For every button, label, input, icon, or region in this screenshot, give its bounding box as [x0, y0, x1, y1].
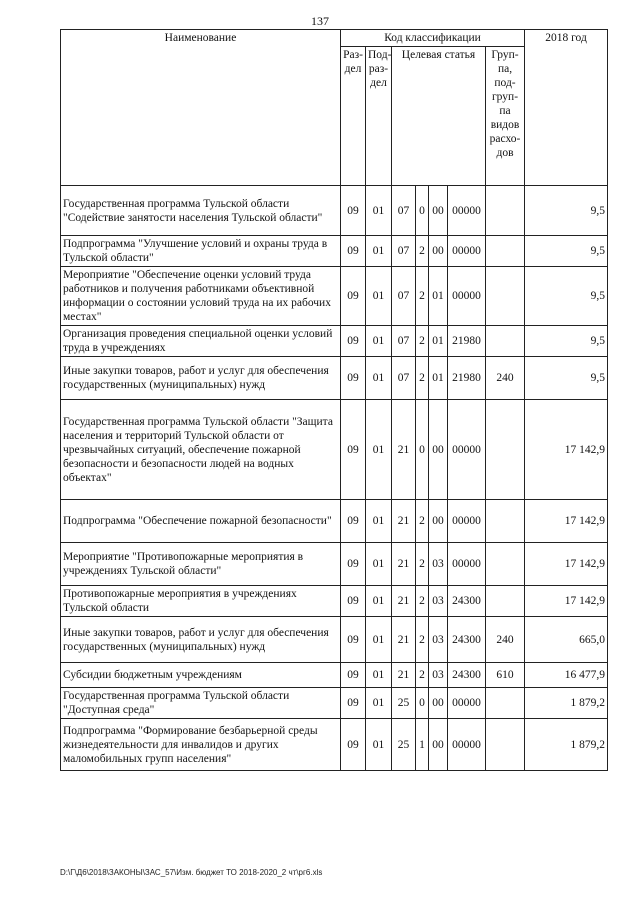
row-code-pr: 01 [366, 543, 392, 586]
row-name: Субсидии бюджетным учреждениям [61, 663, 341, 688]
table-row [61, 236, 608, 267]
row-code-pr: 01 [366, 719, 392, 771]
row-name: Подпрограмма "Формирование безбарьерной среды жизнедеятельности для инвалидов и других маломобильных групп населения" [61, 719, 341, 771]
table-row [61, 663, 608, 688]
table-row [61, 688, 608, 719]
header-classification: Код классификации [341, 30, 525, 47]
row-code-t2: 2 [416, 500, 429, 543]
row-code-vr: 610 [486, 663, 525, 688]
row-code-pr: 01 [366, 236, 392, 267]
header-section: Раз-дел [341, 47, 366, 186]
row-code-rz: 09 [341, 236, 366, 267]
row-code-vr [486, 400, 525, 500]
row-code-vr [486, 586, 525, 617]
row-amount: 16 477,9 [525, 663, 608, 688]
row-code-t2: 2 [416, 326, 429, 357]
row-code-t4: 21980 [448, 357, 486, 400]
row-name: Государственная программа Тульской области "Содействие занятости населения Тульской области" [61, 186, 341, 236]
row-code-t4: 00000 [448, 236, 486, 267]
row-code-t1: 21 [392, 400, 416, 500]
file-path-footer: D:\Г\Д6\2018\ЗАКОНЫ\ЗАС_57\Изм. бюджет ТО 2018-2020_2 чт\рг6.xls [60, 868, 323, 877]
row-code-t1: 07 [392, 326, 416, 357]
row-code-vr [486, 688, 525, 719]
row-code-rz: 09 [341, 688, 366, 719]
row-code-t4: 00000 [448, 500, 486, 543]
row-code-rz: 09 [341, 400, 366, 500]
row-code-t4: 00000 [448, 267, 486, 326]
table-row [61, 719, 608, 771]
row-code-t1: 07 [392, 267, 416, 326]
row-code-t3: 03 [429, 586, 448, 617]
row-code-t2: 2 [416, 236, 429, 267]
row-code-t4: 24300 [448, 617, 486, 663]
page-number: 137 [311, 14, 329, 28]
row-code-rz: 09 [341, 617, 366, 663]
row-amount: 9,5 [525, 186, 608, 236]
row-code-t1: 21 [392, 663, 416, 688]
row-code-t3: 03 [429, 617, 448, 663]
row-code-t3: 00 [429, 688, 448, 719]
row-name: Государственная программа Тульской области "Доступная среда" [61, 688, 341, 719]
row-amount: 17 142,9 [525, 543, 608, 586]
header-subsection: Под-раз-дел [366, 47, 392, 186]
row-code-rz: 09 [341, 586, 366, 617]
row-code-vr [486, 236, 525, 267]
table-row [61, 186, 608, 236]
row-code-pr: 01 [366, 500, 392, 543]
row-code-t2: 2 [416, 586, 429, 617]
row-amount: 17 142,9 [525, 586, 608, 617]
row-amount: 9,5 [525, 357, 608, 400]
row-code-pr: 01 [366, 663, 392, 688]
row-amount: 1 879,2 [525, 688, 608, 719]
row-name: Подпрограмма "Улучшение условий и охраны труда в Тульской области" [61, 236, 341, 267]
row-code-t1: 07 [392, 186, 416, 236]
row-code-t3: 00 [429, 500, 448, 543]
row-code-t3: 03 [429, 663, 448, 688]
row-code-t3: 00 [429, 719, 448, 771]
row-name: Мероприятие "Обеспечение оценки условий труда работников и получения работниками объективной информации о состоянии условий труда на их рабочих местах" [61, 267, 341, 326]
row-code-t1: 07 [392, 236, 416, 267]
row-code-rz: 09 [341, 719, 366, 771]
row-code-t3: 03 [429, 543, 448, 586]
row-code-t3: 00 [429, 236, 448, 267]
row-name: Противопожарные мероприятия в учреждениях Тульской области [61, 586, 341, 617]
row-amount: 665,0 [525, 617, 608, 663]
table-row [61, 617, 608, 663]
row-code-pr: 01 [366, 186, 392, 236]
row-amount: 1 879,2 [525, 719, 608, 771]
row-name: Организация проведения специальной оценки условий труда в учреждениях [61, 326, 341, 357]
row-code-vr [486, 186, 525, 236]
row-amount: 17 142,9 [525, 400, 608, 500]
row-code-rz: 09 [341, 357, 366, 400]
row-code-rz: 09 [341, 186, 366, 236]
row-code-t1: 21 [392, 543, 416, 586]
row-code-t4: 00000 [448, 400, 486, 500]
header-year: 2018 год [525, 30, 608, 186]
row-code-pr: 01 [366, 267, 392, 326]
row-code-t1: 25 [392, 688, 416, 719]
row-code-t3: 00 [429, 186, 448, 236]
row-code-vr: 240 [486, 617, 525, 663]
row-code-t2: 0 [416, 186, 429, 236]
row-code-t2: 2 [416, 617, 429, 663]
row-amount: 9,5 [525, 326, 608, 357]
table-row [61, 326, 608, 357]
row-code-t1: 07 [392, 357, 416, 400]
row-name: Иные закупки товаров, работ и услуг для обеспечения государственных (муниципальных) нужд [61, 617, 341, 663]
row-code-t2: 2 [416, 543, 429, 586]
row-code-t2: 0 [416, 400, 429, 500]
row-amount: 9,5 [525, 267, 608, 326]
table-row [61, 500, 608, 543]
row-amount: 9,5 [525, 236, 608, 267]
row-code-rz: 09 [341, 663, 366, 688]
row-code-t1: 25 [392, 719, 416, 771]
row-code-t3: 00 [429, 400, 448, 500]
row-code-vr [486, 500, 525, 543]
row-code-t3: 01 [429, 326, 448, 357]
table-row [61, 267, 608, 326]
row-code-pr: 01 [366, 586, 392, 617]
table-row [61, 586, 608, 617]
row-code-vr [486, 543, 525, 586]
row-name: Государственная программа Тульской области "Защита населения и территорий Тульской области от чрезвычайных ситуаций, обеспечение пожарной безопасности и безопасности людей на водных объектах" [61, 400, 341, 500]
row-code-pr: 01 [366, 688, 392, 719]
row-code-t4: 00000 [448, 688, 486, 719]
row-code-t2: 2 [416, 267, 429, 326]
header-group: Груп-па, под-груп-па видов расхо-дов [486, 47, 525, 186]
row-name: Подпрограмма "Обеспечение пожарной безопасности" [61, 500, 341, 543]
table-row [61, 400, 608, 500]
row-code-pr: 01 [366, 400, 392, 500]
row-name: Иные закупки товаров, работ и услуг для обеспечения государственных (муниципальных) нужд [61, 357, 341, 400]
row-code-pr: 01 [366, 357, 392, 400]
header-name: Наименование [61, 30, 341, 186]
header-target: Целевая статья [392, 47, 486, 186]
row-code-t4: 21980 [448, 326, 486, 357]
table-row [61, 543, 608, 586]
row-code-t1: 21 [392, 617, 416, 663]
row-code-pr: 01 [366, 617, 392, 663]
row-code-vr: 240 [486, 357, 525, 400]
table-row [61, 357, 608, 400]
row-code-vr [486, 719, 525, 771]
row-code-t1: 21 [392, 500, 416, 543]
row-code-t2: 1 [416, 719, 429, 771]
row-code-rz: 09 [341, 543, 366, 586]
row-code-t4: 24300 [448, 663, 486, 688]
row-code-rz: 09 [341, 267, 366, 326]
row-code-rz: 09 [341, 500, 366, 543]
row-code-t2: 0 [416, 688, 429, 719]
row-code-t1: 21 [392, 586, 416, 617]
budget-table [60, 29, 608, 771]
row-code-t3: 01 [429, 357, 448, 400]
row-code-t3: 01 [429, 267, 448, 326]
row-code-pr: 01 [366, 326, 392, 357]
row-code-t4: 00000 [448, 186, 486, 236]
row-code-t4: 00000 [448, 543, 486, 586]
row-code-t4: 00000 [448, 719, 486, 771]
row-code-vr [486, 267, 525, 326]
row-code-t2: 2 [416, 357, 429, 400]
row-name: Мероприятие "Противопожарные мероприятия в учреждениях Тульской области" [61, 543, 341, 586]
row-code-vr [486, 326, 525, 357]
row-code-rz: 09 [341, 326, 366, 357]
row-amount: 17 142,9 [525, 500, 608, 543]
row-code-t4: 24300 [448, 586, 486, 617]
row-code-t2: 2 [416, 663, 429, 688]
